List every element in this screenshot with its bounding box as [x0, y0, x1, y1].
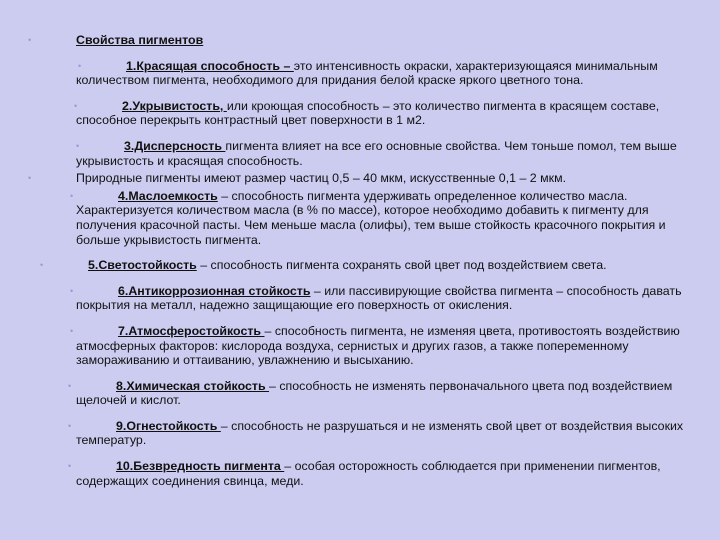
bullet-icon: • — [68, 461, 72, 472]
bullet-icon: • — [28, 173, 32, 184]
item-term: 3.Дисперсность — [124, 138, 226, 153]
item-term: 7.Атмосферостойкость — [118, 323, 265, 338]
item-text: Природные пигменты имеют размер частиц 0,5 – 40 мкм, искусственные 0,1 – 2 мкм. — [76, 171, 567, 186]
item-text: – или пассивирующие свойства пигмента – способность давать покрытия на металл, надежно защищающие его поверхность от окисления. — [76, 283, 682, 313]
bullet-list — [20, 33, 700, 499]
list-item — [20, 284, 700, 313]
item-term: 4.Маслоемкость — [118, 188, 218, 203]
item-text: – способность пигмента удерживать определенное количество масла. Характеризуется количеством масла (в % по массе), которое необходимо добавить к пигменту для получения красочной пасты. Чем меньше масла (олифы), тем выше стойкость красочного покрытия и больше укрывистость пигмента. — [76, 188, 666, 247]
item-text: – особая осторожность соблюдается при применении пигментов, содержащих соединения свинца, меди. — [76, 459, 661, 488]
item-term: 8.Химическая стойкость — [116, 378, 270, 393]
bullet-icon: • — [28, 35, 32, 45]
bullet-icon: • — [70, 325, 74, 336]
item-text: – способность пигмента, не изменяя цвета, противостоять воздействию атмосферных факторов: кислорода воздуха, сернистых и других газов, а также попеременному замораживанию и оттаиванию, увлажнению и высыханию. — [76, 323, 680, 368]
list-item — [20, 171, 700, 186]
bullet-icon: • — [70, 190, 74, 201]
bullet-icon: • — [40, 260, 44, 271]
item-text: – способность пигмента сохранять свой цвет под воздействием света. — [196, 258, 607, 273]
item-term: 1.Красящая способность – — [126, 58, 294, 73]
item-text: – способность не изменять первоначального цвета под воздействием щелочей и кислот. — [76, 378, 673, 408]
list-item — [20, 324, 700, 368]
item-text: или кроющая способность – это количество пигмента в красящем составе, способное перекрыть контрастный цвет поверхности в 1 м2. — [76, 98, 660, 128]
bullet-icon: • — [68, 420, 72, 431]
item-term: 2.Укрывистость, — [122, 98, 227, 113]
item-term: 10.Безвредность пигмента — [116, 459, 285, 474]
item-text: это интенсивность окраски, характеризующаяся минимальным количеством пигмента, необходимого для придания белой краске яркого цветного тона. — [76, 58, 658, 88]
bullet-icon: • — [74, 100, 78, 111]
list-item — [20, 459, 700, 488]
item-term: 5.Светостойкость — [88, 258, 197, 273]
list-item — [20, 419, 700, 448]
item-term: 6.Антикоррозионная стойкость — [118, 283, 311, 298]
bullet-icon: • — [78, 60, 82, 71]
list-item — [20, 379, 700, 408]
list-item — [20, 59, 700, 88]
item-term: 9.Огнестойкость — [116, 418, 221, 433]
list-item-title — [20, 33, 700, 48]
bullet-icon: • — [70, 285, 74, 296]
slide-title: Свойства пигментов — [76, 33, 204, 47]
list-item — [20, 99, 700, 128]
bullet-icon: • — [76, 140, 80, 151]
list-item — [20, 258, 700, 273]
list-item — [20, 189, 700, 247]
list-item — [20, 139, 700, 168]
bullet-icon: • — [68, 380, 72, 391]
item-text: – способность не разрушаться и не изменять свой цвет от воздействия высоких температур. — [76, 418, 684, 448]
item-text: пигмента влияет на все его основные свойства. Чем тоньше помол, тем выше укрывистость и красящая способность. — [76, 138, 677, 168]
